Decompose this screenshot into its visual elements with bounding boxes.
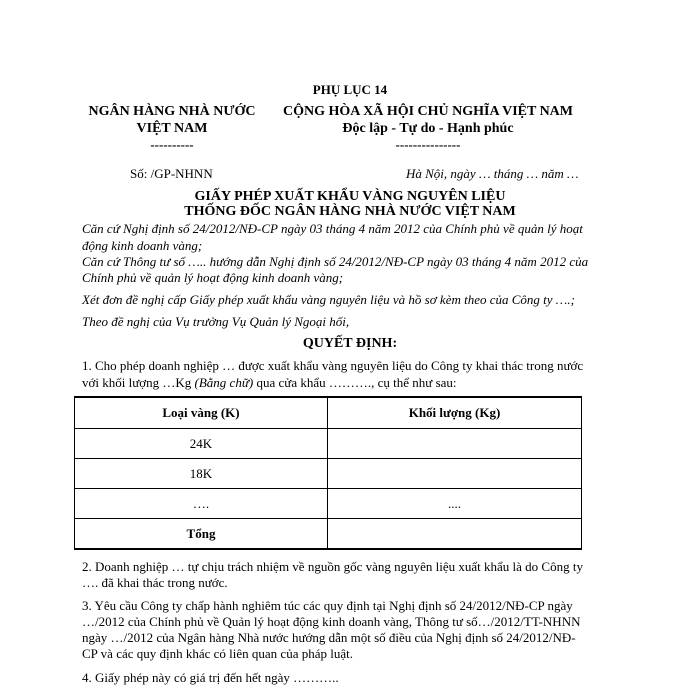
legal-basis-1: Căn cứ Nghị định số 24/2012/NĐ-CP ngày 03 tháng 4 năm 2012 của Chính phủ về quản lý hoạt <box>82 221 583 236</box>
gold-export-table <box>74 396 582 550</box>
article-3-line-1: 3. Yêu cầu Công ty chấp hành nghiêm túc các quy định tại Nghị định số 24/2012/NĐ-CP ngày <box>82 598 573 613</box>
national-motto: Độc lập - Tự do - Hạnh phúc <box>342 121 514 136</box>
country-name: CỘNG HÒA XÃ HỘI CHỦ NGHĨA VIỆT NAM <box>282 104 573 119</box>
issuing-authority-title: THỐNG ĐỐC NGÂN HÀNG NHÀ NƯỚC VIỆT NAM <box>184 204 516 219</box>
article-3-line-3: ngày …/2012 của Ngân hàng Nhà nước hướng dẫn một số điều của Nghị định số 24/2012/NĐ- <box>82 630 576 645</box>
article-2-line-1: 2. Doanh nghiệp … tự chịu trách nhiệm về nguồn gốc vàng nguyên liệu xuất khẩu là do Công ty <box>82 559 583 574</box>
table-header-row <box>75 397 582 429</box>
amount-in-words-note: (Bằng chữ) <box>194 375 254 390</box>
article-4-line-1: 4. Giấy phép này có giá trị đến hết ngày ……….. <box>82 670 339 685</box>
gold-type-cell: 18K <box>75 459 328 489</box>
legal-basis-2-cont: Chính phủ về quản lý hoạt động kinh doanh vàng; <box>82 270 344 285</box>
issuer-name-line2: VIỆT NAM <box>136 121 208 136</box>
column-header-gold-type: Loại vàng (K) <box>75 397 328 429</box>
article-3-line-2: …/2012 của Chính phủ về Quản lý hoạt động kinh doanh vàng, Thông tư số…/2012/TT-NHNN <box>82 614 581 629</box>
legal-basis-3: Xét đơn đề nghị cấp Giấy phép xuất khẩu vàng nguyên liệu và hồ sơ kèm theo của Công ty ….; <box>82 292 575 307</box>
weight-cell <box>328 459 582 489</box>
article-1-line-1: 1. Cho phép doanh nghiệp … được xuất khẩu vàng nguyên liệu do Công ty khai thác trong nước <box>82 358 584 373</box>
article-2-line-2: …. đã khai thác trong nước. <box>82 575 228 590</box>
table-row <box>75 489 582 519</box>
document-number: Số: /GP-NHNN <box>130 166 213 181</box>
article-1-text-end: qua cửa khẩu ………., cụ thể như sau: <box>253 375 457 390</box>
article-1-text: với khối lượng …Kg <box>82 375 195 390</box>
total-weight-cell <box>328 519 582 550</box>
gold-type-cell: 24K <box>75 429 328 459</box>
document-title: GIẤY PHÉP XUẤT KHẨU VÀNG NGUYÊN LIỆU <box>194 189 506 204</box>
legal-basis-4: Theo đề nghị của Vụ trưởng Vụ Quản lý Ngoại hối, <box>82 314 350 329</box>
issuer-name-line1: NGÂN HÀNG NHÀ NƯỚC <box>88 104 256 119</box>
table-row <box>75 429 582 459</box>
gold-type-cell: …. <box>75 489 328 519</box>
article-3-line-4: CP và các quy định khác có liên quan của pháp luật. <box>82 646 353 661</box>
weight-cell: .... <box>328 489 582 519</box>
weight-cell <box>328 429 582 459</box>
appendix-heading: PHỤ LỤC 14 <box>312 82 388 97</box>
legal-basis-1-cont: động kinh doanh vàng; <box>82 238 203 253</box>
issuer-separator: ---------- <box>150 137 194 152</box>
total-label-cell: Tổng <box>75 519 328 550</box>
legal-basis-2: Căn cứ Thông tư số ….. hướng dẫn Nghị định số 24/2012/NĐ-CP ngày 03 tháng 4 năm 2012 của <box>82 254 589 269</box>
table-row <box>75 459 582 489</box>
article-1-line-2 <box>82 375 457 391</box>
motto-separator: --------------- <box>395 137 461 152</box>
column-header-weight: Khối lượng (Kg) <box>328 397 582 429</box>
place-and-date: Hà Nội, ngày … tháng … năm … <box>406 166 579 181</box>
decision-heading: QUYẾT ĐỊNH: <box>302 336 398 351</box>
table-total-row <box>75 519 582 550</box>
